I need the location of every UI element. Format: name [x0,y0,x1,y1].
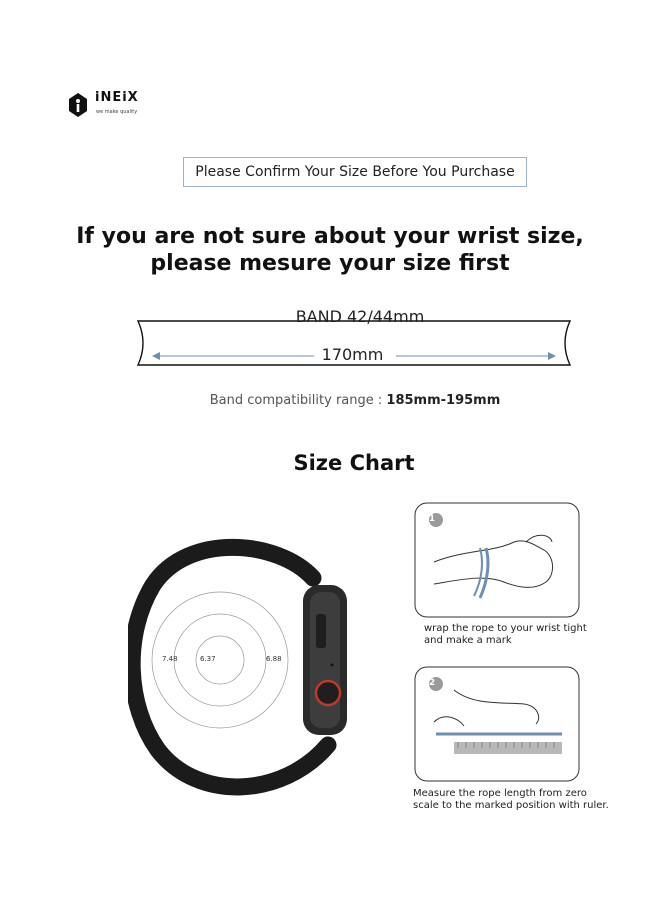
step-1-wrist-rope-illustration [414,502,580,618]
compat-label: Band compatibility range : [209,393,383,408]
circle-label-large: 7.48 [162,655,178,663]
band-size-label: BAND 42/44mm [295,307,425,326]
size-chart-title: Size Chart [293,451,415,475]
compat-value: 185mm-195mm [386,393,501,408]
confirm-size-banner: Please Confirm Your Size Before You Purchase [183,157,527,187]
step-2-caption-line-1: Measure the rope length from zero [413,788,587,799]
compatibility-range [0,393,660,408]
circle-label-medium: 6.88 [266,655,282,663]
step-1-number: 1 [428,514,436,524]
band-length-label: 170mm [321,345,384,364]
step-1-caption-line-1: wrap the rope to your wrist tight [424,623,587,634]
step-1-caption [424,623,587,647]
brand-tagline: we make quality [96,109,138,115]
brand-name: iNEiX [95,90,139,105]
step-2-ruler-illustration [414,666,580,782]
step-2-caption [413,788,609,812]
step-2-caption-line-2: scale to the marked position with ruler. [413,800,609,811]
step-1-caption-line-2: and make a mark [424,635,512,646]
step-2-number: 2 [428,678,436,688]
headline-line-1: If you are not sure about your wrist size, [76,224,584,249]
watch-band-illustration [128,530,363,805]
headline-line-2: please mesure your size first [150,251,510,276]
circle-label-small: 6.37 [200,655,216,663]
